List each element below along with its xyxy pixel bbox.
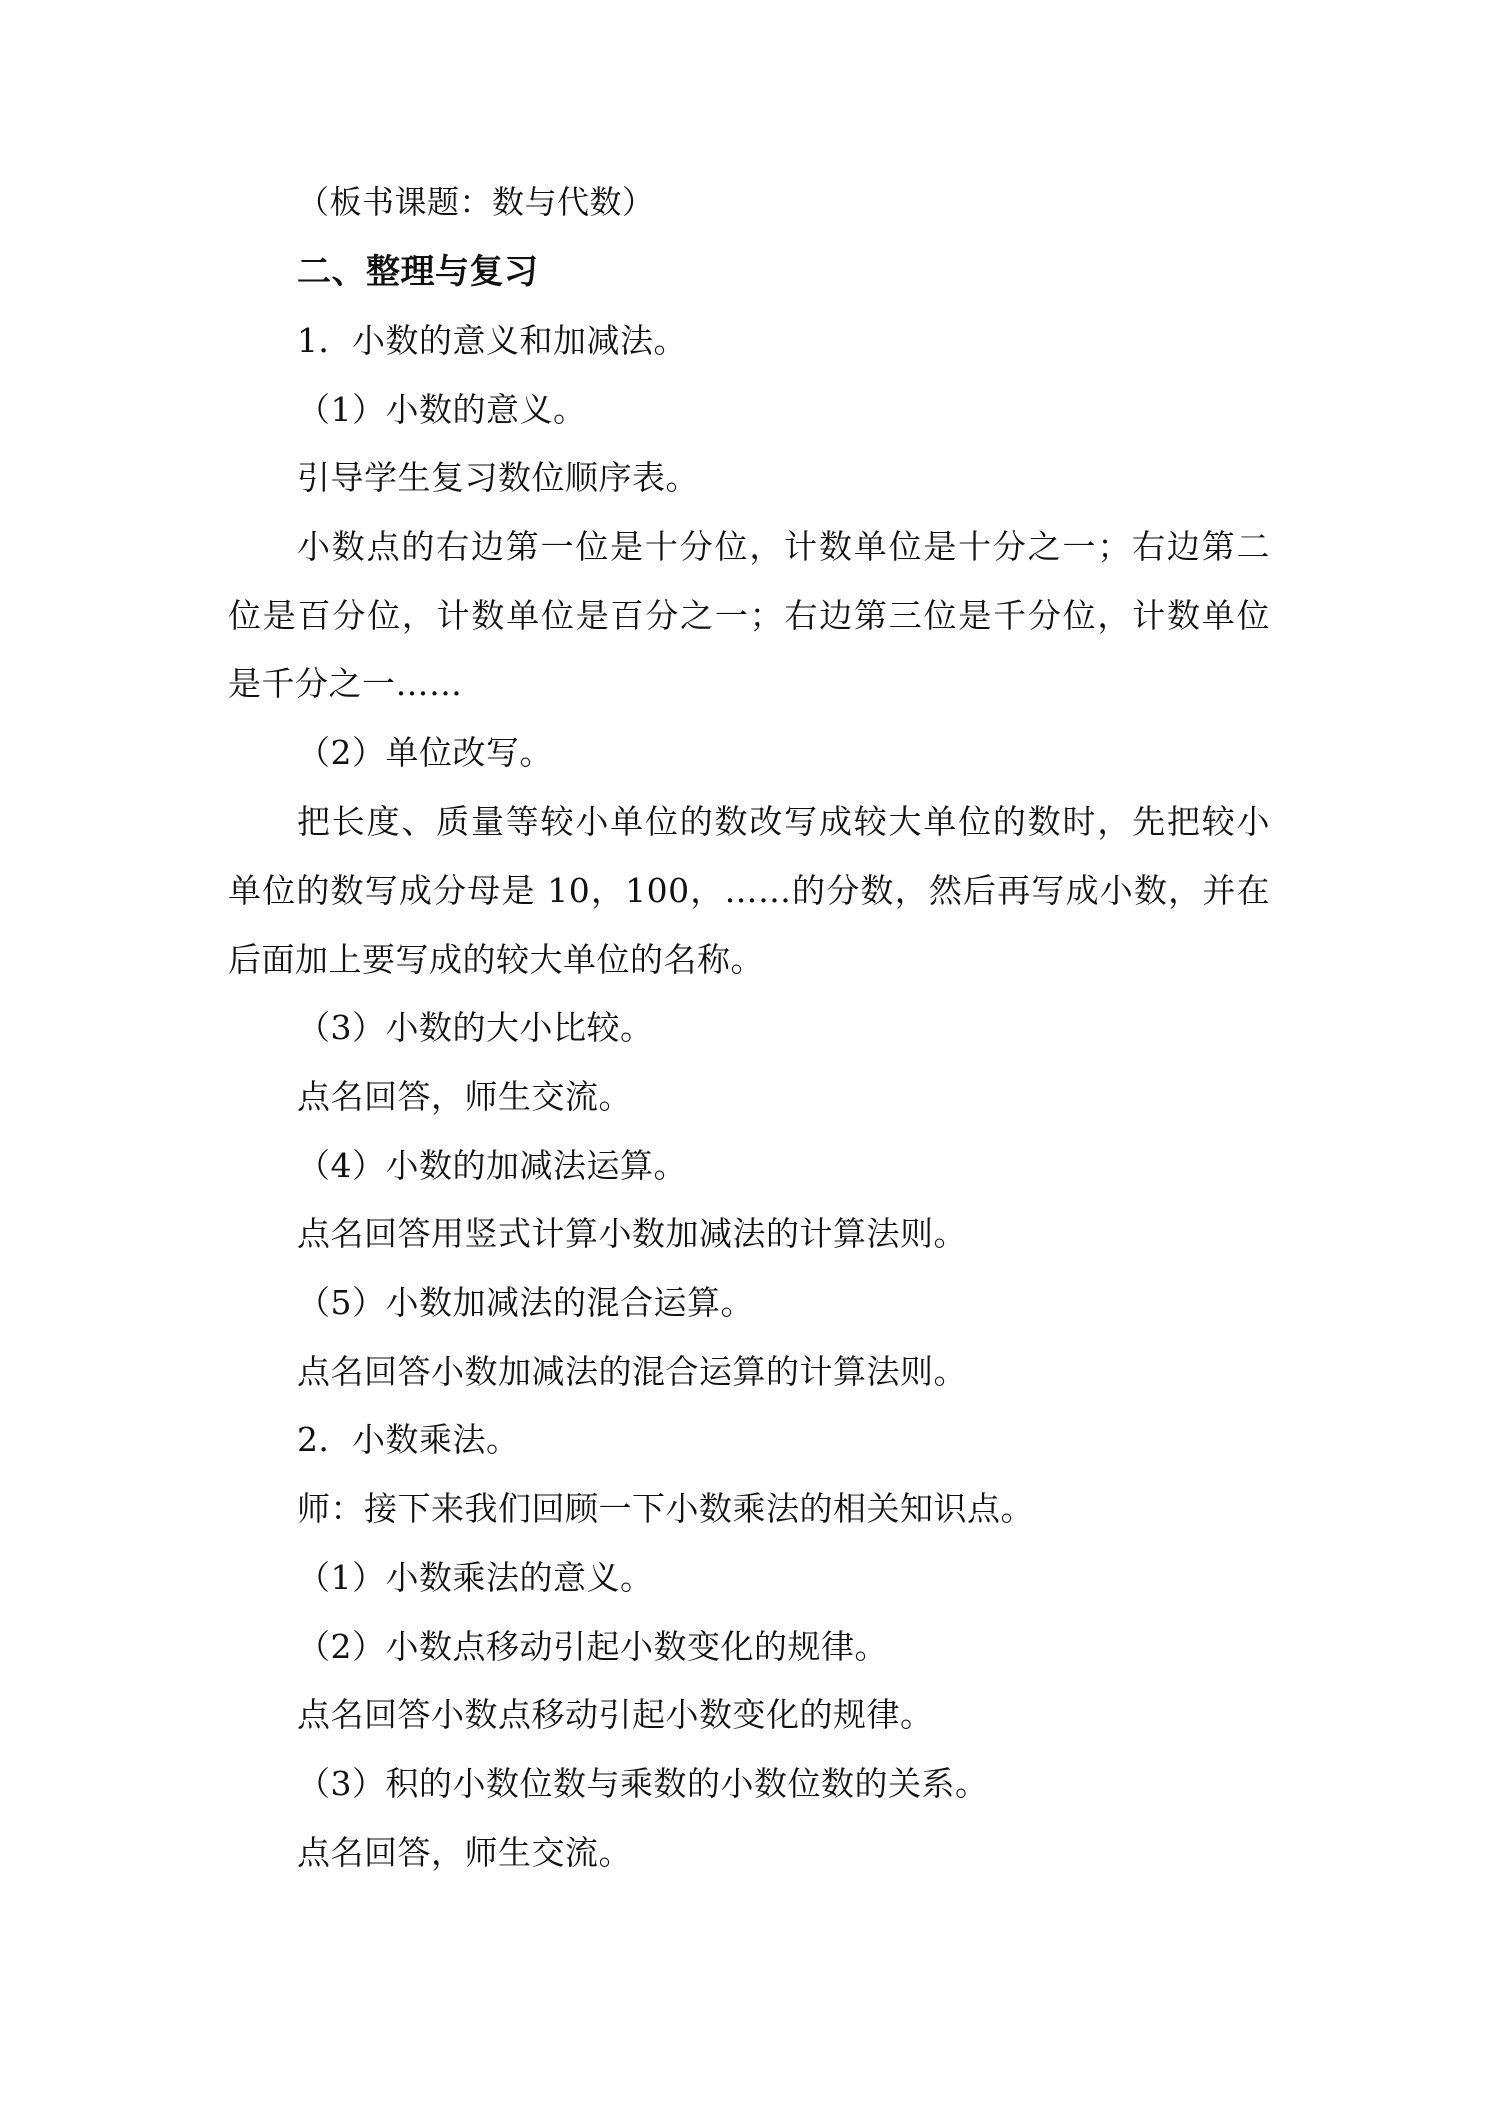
paragraph-line: 小数点的右边第一位是十分位，计数单位是十分之一；右边第二 <box>297 527 1270 566</box>
paragraph-line: 后面加上要写成的较大单位的名称。 <box>228 940 764 979</box>
paragraph-line: 是千分之一…… <box>228 664 463 703</box>
paragraph-line: 点名回答小数加减法的混合运算的计算法则。 <box>297 1352 967 1391</box>
paragraph-line: 把长度、质量等较小单位的数改写成较大单位的数时，先把较小 <box>297 802 1270 841</box>
subitem-heading: （4）小数的加减法运算。 <box>297 1146 687 1185</box>
subitem-heading: （3）小数的大小比较。 <box>297 1008 654 1047</box>
paragraph-line: 师：接下来我们回顾一下小数乘法的相关知识点。 <box>297 1489 1034 1528</box>
subitem-heading: （5）小数加减法的混合运算。 <box>297 1283 754 1322</box>
paragraph-line: 点名回答用竖式计算小数加减法的计算法则。 <box>297 1214 967 1253</box>
paragraph-line: 点名回答，师生交流。 <box>297 1833 632 1872</box>
paragraph-line: 点名回答，师生交流。 <box>297 1077 632 1116</box>
board-title-note: （板书课题：数与代数） <box>297 183 655 221</box>
subitem-heading: （1）小数乘法的意义。 <box>297 1558 654 1597</box>
paragraph-line: 点名回答小数点移动引起小数变化的规律。 <box>297 1695 934 1734</box>
paragraph-line: 位是百分位，计数单位是百分之一；右边第三位是千分位，计数单位 <box>228 596 1270 635</box>
subitem-heading: （2）小数点移动引起小数变化的规律。 <box>297 1627 888 1666</box>
section-heading: 二、整理与复习 <box>297 252 539 292</box>
item-heading: 1．小数的意义和加减法。 <box>297 321 687 360</box>
subitem-heading: （1）小数的意义。 <box>297 390 587 429</box>
subitem-heading: （2）单位改写。 <box>297 733 553 772</box>
paragraph-line: 单位的数写成分母是 10，100，……的分数，然后再写成小数，并在 <box>228 871 1270 910</box>
item-heading: 2．小数乘法。 <box>297 1420 520 1459</box>
subitem-heading: （3）积的小数位数与乘数的小数位数的关系。 <box>297 1764 989 1803</box>
paragraph-line: 引导学生复习数位顺序表。 <box>297 458 699 497</box>
